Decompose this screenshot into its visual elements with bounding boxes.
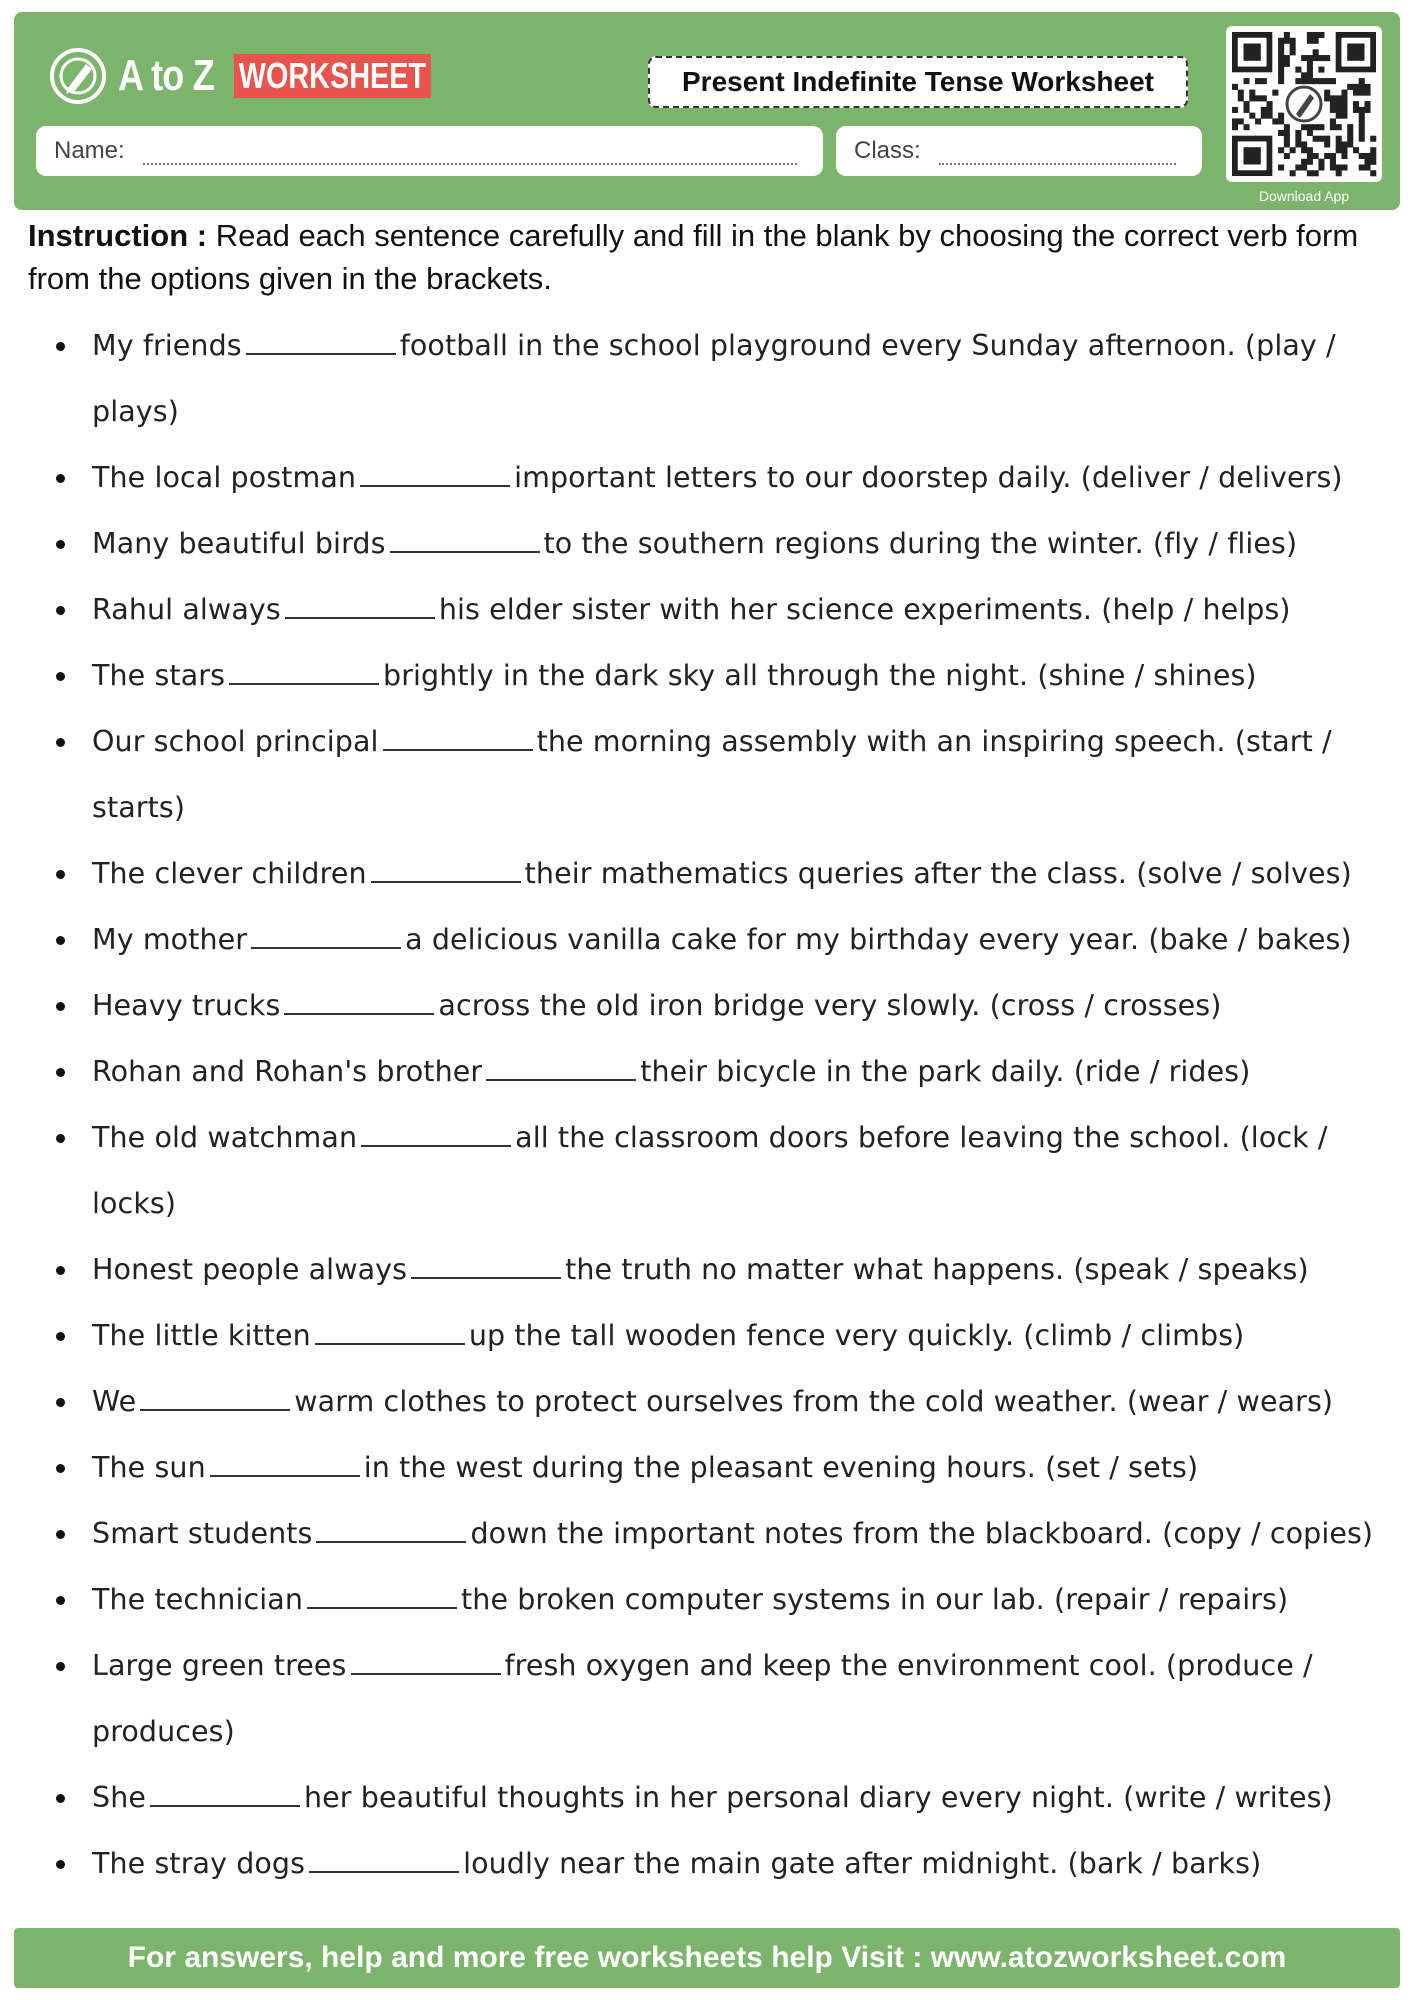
- question-text-before: Large green trees: [92, 1649, 347, 1682]
- question-text-before: My friends: [92, 329, 242, 362]
- question-item: [0, 1303, 1414, 1369]
- question-text-before: The clever children: [92, 857, 367, 890]
- question-text-before: The stars: [92, 659, 226, 692]
- instruction-body: Read each sentence carefully and fill in the blank by choosing the correct verb form from the options given in the brackets.: [28, 218, 1359, 296]
- answer-blank[interactable]: [210, 1449, 360, 1477]
- question-item: [0, 1105, 1414, 1237]
- question-item: [0, 1501, 1414, 1567]
- question-text-before: The little kitten: [92, 1319, 311, 1352]
- class-field[interactable]: [836, 126, 1202, 176]
- question-text-after: his elder sister with her science experiments. (help / helps): [438, 593, 1291, 626]
- class-dotted-line[interactable]: [939, 137, 1176, 165]
- worksheet-title: [648, 56, 1188, 108]
- brand-logo[interactable]: [48, 44, 426, 108]
- question-text-before: The technician: [92, 1583, 304, 1616]
- brand-name: A to Z: [118, 51, 214, 100]
- worksheet-header: [14, 12, 1400, 210]
- question-text-before: The local postman: [92, 461, 357, 494]
- name-dotted-line[interactable]: [143, 137, 797, 165]
- answer-blank[interactable]: [390, 525, 540, 553]
- question-item: [0, 577, 1414, 643]
- question-item: [0, 1369, 1414, 1435]
- question-text-before: Heavy trucks: [92, 989, 281, 1022]
- answer-blank[interactable]: [315, 1317, 465, 1345]
- footer-text: For answers, help and more free worksheets help Visit : www.atozworksheet.com: [127, 1941, 1287, 1974]
- instruction-label: Instruction :: [28, 218, 208, 253]
- question-text-before: Our school principal: [92, 725, 379, 758]
- question-text-after: football in the school playground every Sunday afternoon. (play / plays): [92, 329, 1336, 428]
- question-text-after: her beautiful thoughts in her personal diary every night. (write / writes): [304, 1781, 1333, 1814]
- question-item: [0, 643, 1414, 709]
- question-item: [0, 1831, 1414, 1897]
- question-text-after: the broken computer systems in our lab. (repair / repairs): [461, 1583, 1289, 1616]
- question-text-after: loudly near the main gate after midnight. (bark / barks): [463, 1847, 1262, 1880]
- answer-blank[interactable]: [284, 987, 434, 1015]
- answer-blank[interactable]: [307, 1581, 457, 1609]
- brand-worksheet-tag: WORKSHEET: [234, 54, 431, 98]
- question-item: [0, 511, 1414, 577]
- question-text-before: Smart students: [92, 1517, 313, 1550]
- question-text-before: We: [92, 1385, 137, 1418]
- footer-banner[interactable]: [14, 1928, 1400, 1988]
- question-text-before: Rohan and Rohan's brother: [92, 1055, 483, 1088]
- answer-blank[interactable]: [309, 1845, 459, 1873]
- question-item: [0, 1237, 1414, 1303]
- question-item: [0, 1633, 1414, 1765]
- question-text-before: She: [92, 1781, 146, 1814]
- download-app-label[interactable]: Download App: [1258, 188, 1350, 204]
- answer-blank[interactable]: [140, 1383, 290, 1411]
- answer-blank[interactable]: [361, 1119, 511, 1147]
- qr-code-icon[interactable]: [1226, 26, 1382, 182]
- name-field[interactable]: [36, 126, 823, 176]
- answer-blank[interactable]: [251, 921, 401, 949]
- answer-blank[interactable]: [229, 657, 379, 685]
- question-item: [0, 841, 1414, 907]
- question-item: [0, 1039, 1414, 1105]
- question-text-after: all the classroom doors before leaving the school. (lock / locks): [92, 1121, 1328, 1220]
- question-text-after: across the old iron bridge very slowly. (cross / crosses): [438, 989, 1222, 1022]
- answer-blank[interactable]: [246, 327, 396, 355]
- answer-blank[interactable]: [351, 1647, 501, 1675]
- question-text-after: down the important notes from the blackboard. (copy / copies): [470, 1517, 1374, 1550]
- answer-blank[interactable]: [285, 591, 435, 619]
- question-item: [0, 1567, 1414, 1633]
- question-text-after: the morning assembly with an inspiring speech. (start / starts): [92, 725, 1332, 824]
- question-text-after: brightly in the dark sky all through the night. (shine / shines): [383, 659, 1257, 692]
- question-text-after: to the southern regions during the winter. (fly / flies): [543, 527, 1298, 560]
- question-item: [0, 709, 1414, 841]
- answer-blank[interactable]: [150, 1779, 300, 1807]
- answer-blank[interactable]: [316, 1515, 466, 1543]
- question-item: [0, 445, 1414, 511]
- question-item: [0, 1435, 1414, 1501]
- worksheet-title-text: Present Indefinite Tense Worksheet: [682, 66, 1154, 97]
- pencil-circle-icon: [48, 46, 108, 106]
- question-text-before: Rahul always: [92, 593, 281, 626]
- class-label: Class:: [854, 137, 921, 164]
- question-text-after: their mathematics queries after the class. (solve / solves): [524, 857, 1352, 890]
- question-text-after: up the tall wooden fence very quickly. (climb / climbs): [468, 1319, 1245, 1352]
- question-text-before: Many beautiful birds: [92, 527, 386, 560]
- answer-blank[interactable]: [383, 723, 533, 751]
- answer-blank[interactable]: [371, 855, 521, 883]
- question-text-after: a delicious vanilla cake for my birthday every year. (bake / bakes): [405, 923, 1352, 956]
- question-text-before: The sun: [92, 1451, 206, 1484]
- question-item: [0, 907, 1414, 973]
- question-text-after: their bicycle in the park daily. (ride / rides): [640, 1055, 1251, 1088]
- name-label: Name:: [54, 137, 125, 164]
- question-text-before: My mother: [92, 923, 248, 956]
- question-text-after: fresh oxygen and keep the environment cool. (produce / produces): [92, 1649, 1313, 1748]
- instruction-text: [28, 214, 1368, 300]
- question-text-before: The stray dogs: [92, 1847, 306, 1880]
- question-item: [0, 313, 1414, 445]
- question-item: [0, 973, 1414, 1039]
- answer-blank[interactable]: [360, 459, 510, 487]
- question-text-after: warm clothes to protect ourselves from the cold weather. (wear / wears): [294, 1385, 1334, 1418]
- question-text-after: the truth no matter what happens. (speak / speaks): [565, 1253, 1309, 1286]
- qr-code-graphic: [1226, 26, 1382, 182]
- question-text-before: The old watchman: [92, 1121, 358, 1154]
- question-text-after: important letters to our doorstep daily. (deliver / delivers): [514, 461, 1343, 494]
- question-text-after: in the west during the pleasant evening hours. (set / sets): [363, 1451, 1199, 1484]
- answer-blank[interactable]: [486, 1053, 636, 1081]
- answer-blank[interactable]: [411, 1251, 561, 1279]
- question-text-before: Honest people always: [92, 1253, 408, 1286]
- question-list: [0, 313, 1414, 1897]
- question-item: [0, 1765, 1414, 1831]
